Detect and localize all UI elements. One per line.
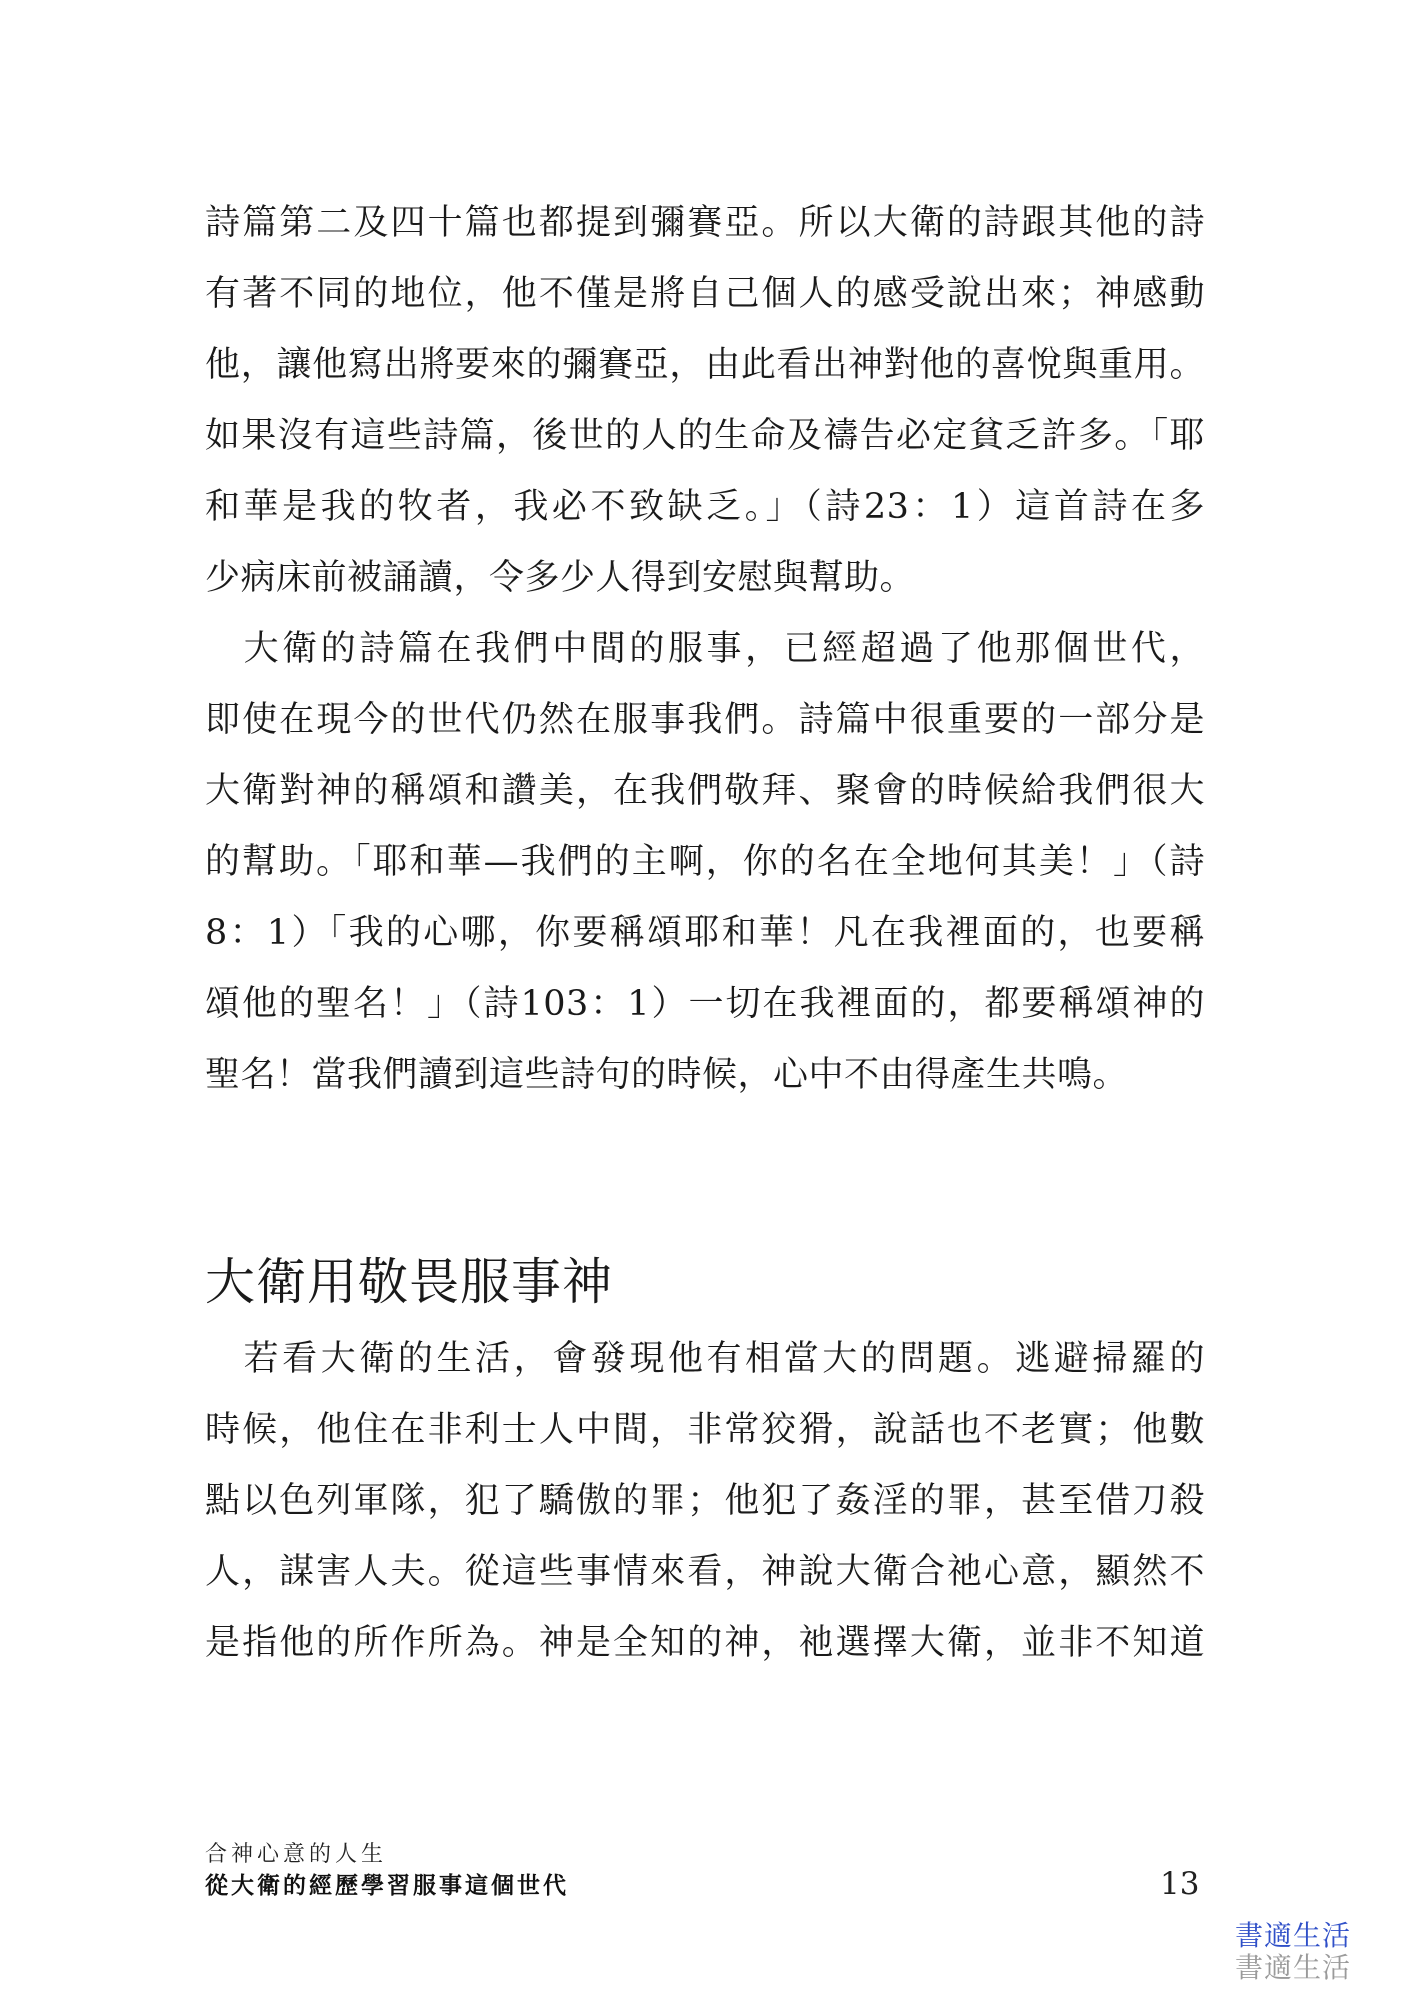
text-line: 他，讓他寫出將要來的彌賽亞，由此看出神對他的喜悅與重用。 (205, 345, 1205, 385)
text-line: 如果沒有這些詩篇，後世的人的生命及禱告必定貧乏許多。「耶 (205, 416, 1205, 456)
text-line: 聖名！當我們讀到這些詩句的時候，心中不由得產生共鳴。 (205, 1055, 1129, 1095)
text-line: 頌他的聖名！」（詩103：1）一切在我裡面的，都要稱頌神的 (205, 984, 1205, 1024)
text-line: 詩篇第二及四十篇也都提到彌賽亞。所以大衛的詩跟其他的詩 (205, 203, 1205, 243)
text-line: 和華是我的牧者，我必不致缺乏。」（詩23：1）這首詩在多 (205, 487, 1205, 527)
text-line: 人，謀害人夫。從這些事情來看，神說大衛合祂心意，顯然不 (205, 1552, 1205, 1592)
watermark (1235, 1920, 1351, 1984)
body-text-block-2 (205, 1324, 1205, 1679)
text-line: 的幫助。「耶和華—我們的主啊，你的名在全地何其美！」（詩 (205, 842, 1205, 882)
text-line: 有著不同的地位，他不僅是將自己個人的感受說出來；神感動 (205, 274, 1205, 314)
text-line: 大衛對神的稱頌和讚美，在我們敬拜、聚會的時候給我們很大 (205, 771, 1205, 811)
series-title: 合神心意的人生 (205, 1842, 388, 1867)
text-line: 即使在現今的世代仍然在服事我們。詩篇中很重要的一部分是 (205, 700, 1205, 740)
page-number: 13 (1160, 1866, 1200, 1902)
text-line: 8：1）「我的心哪，你要稱頌耶和華！凡在我裡面的，也要稱 (205, 913, 1205, 953)
watermark-text-secondary: 書適生活 (1235, 1951, 1352, 1984)
text-line: 點以色列軍隊，犯了驕傲的罪；他犯了姦淫的罪，甚至借刀殺 (205, 1481, 1205, 1521)
body-text-block-1 (205, 188, 1205, 1111)
section-heading: 大衛用敬畏服事神 (205, 1252, 613, 1311)
text-line: 時候，他住在非利士人中間，非常狡猾，說話也不老實；他數 (205, 1410, 1205, 1450)
book-title: 從大衛的經歷學習服事這個世代 (205, 1873, 569, 1899)
text-line: 大衛的詩篇在我們中間的服事，已經超過了他那個世代， (205, 629, 1205, 669)
page-footer (205, 1840, 569, 1902)
text-line: 若看大衛的生活，會發現他有相當大的問題。逃避掃羅的 (205, 1339, 1205, 1379)
watermark-text-primary: 書適生活 (1235, 1919, 1352, 1952)
text-line: 是指他的所作所為。神是全知的神，祂選擇大衛，並非不知道 (205, 1623, 1205, 1663)
text-line: 少病床前被誦讀，令多少人得到安慰與幫助。 (205, 558, 916, 598)
